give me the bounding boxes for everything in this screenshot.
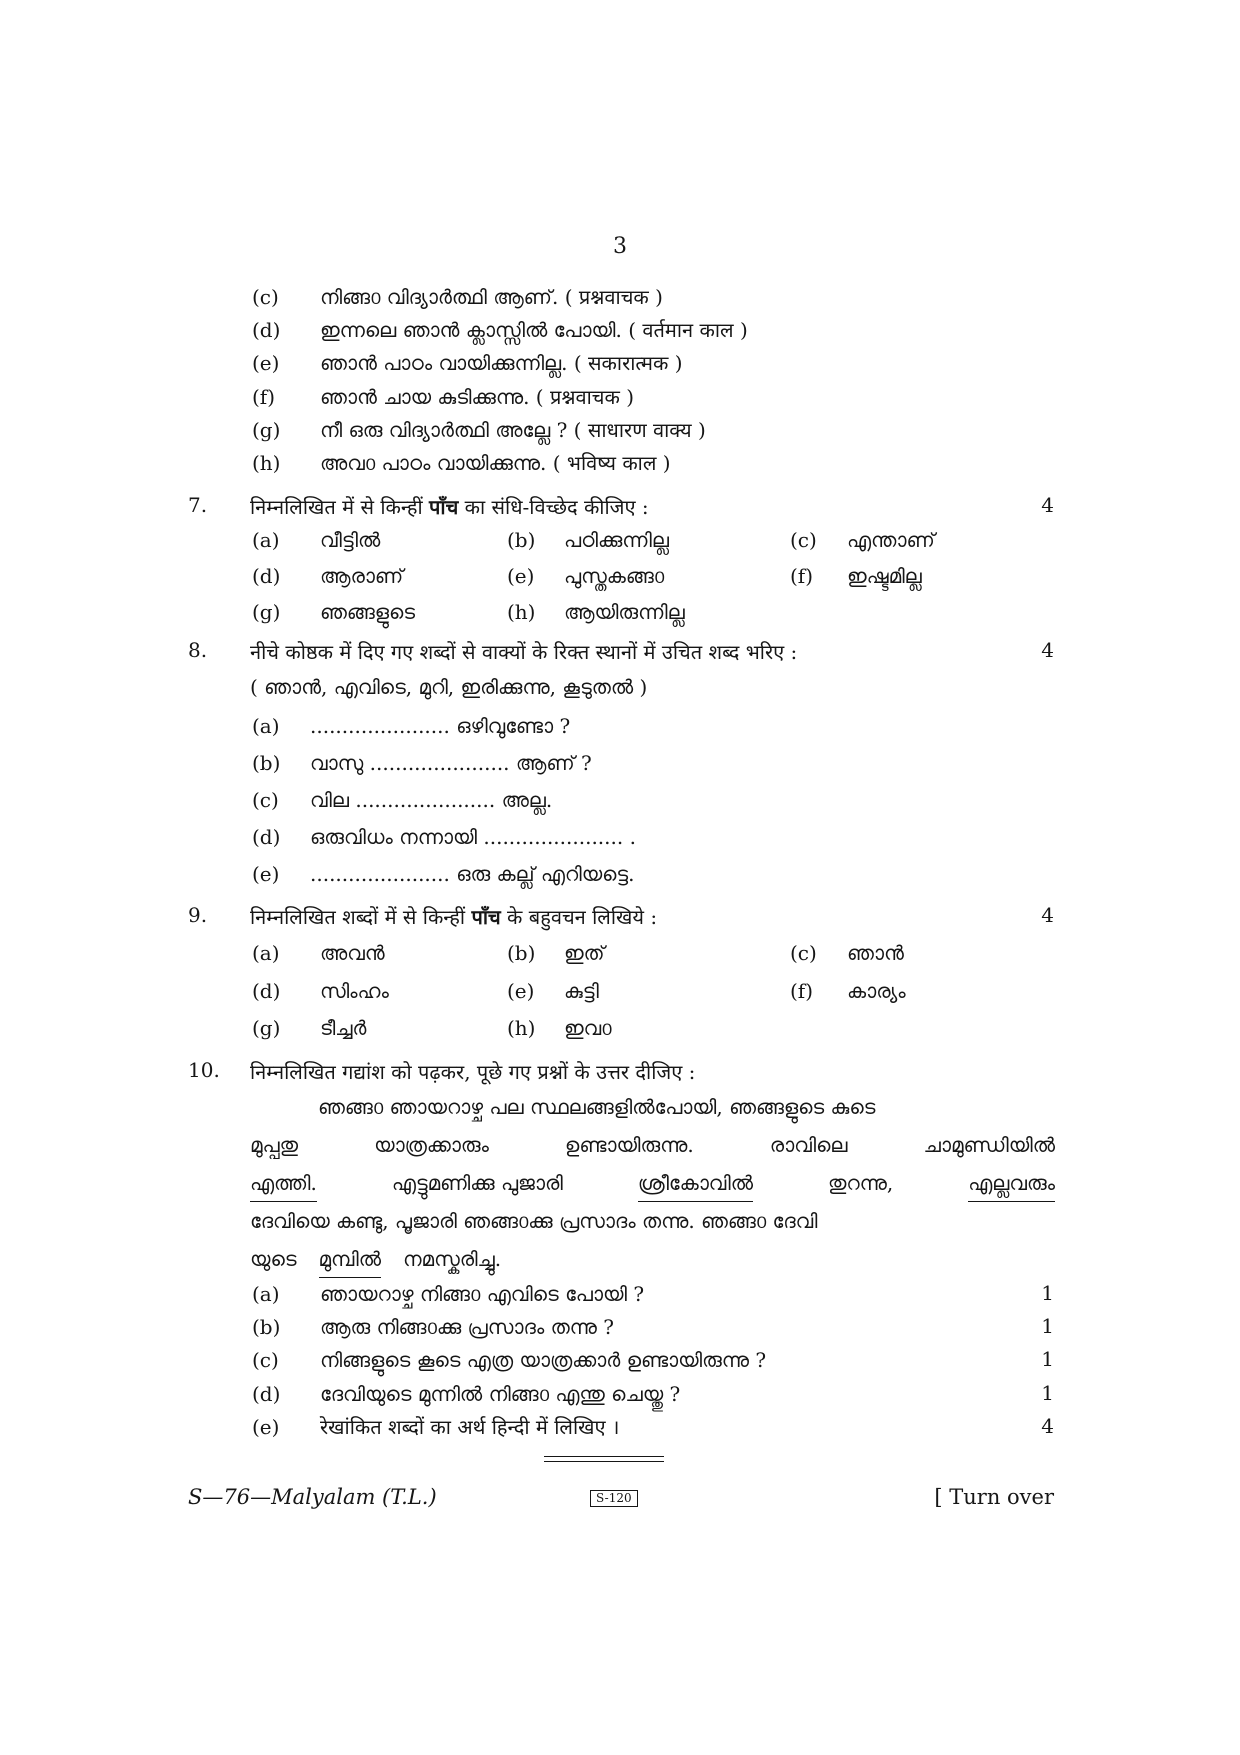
- question-number: 9.: [188, 903, 208, 927]
- question-text: निम्नलिखित शब्दों में से किन्हीं पाँच के बहुवचन लिखिये :: [250, 905, 658, 929]
- question-text: निम्नलिखित में से किन्हीं पाँच का संधि-विच्छेद कीजिए :: [250, 495, 649, 519]
- end-rule: [544, 1461, 664, 1462]
- list-item: (a) അവൻ: [252, 941, 385, 965]
- question-number: 8.: [188, 638, 208, 662]
- list-item: (g) ടീച്ചർ: [252, 1016, 367, 1040]
- word-options: ( ഞാൻ, എവിടെ, മുറി, ഇരിക്കുന്നു, കൂടുതൽ ): [250, 675, 648, 699]
- passage: [250, 1088, 1055, 1278]
- item-marks: 1: [1041, 1281, 1054, 1305]
- underlined-word: ശ്രീകോവിൽ: [638, 1164, 753, 1202]
- list-item: (b) ഇത്: [507, 941, 605, 965]
- list-item: (g) ഞങ്ങളുടെ: [252, 600, 416, 624]
- question-marks: 4: [1041, 638, 1054, 662]
- underlined-word: എല്ലവരും: [968, 1164, 1055, 1202]
- list-item: (f) കാര്യം: [790, 979, 906, 1003]
- list-item: (c) എന്താണ്: [790, 528, 935, 552]
- underlined-word: എത്തി.: [250, 1164, 317, 1202]
- list-item: (e) പുസ്തകങ്ങ൦: [507, 564, 665, 588]
- question-marks: 4: [1041, 903, 1054, 927]
- list-item: (a) വീട്ടിൽ: [252, 528, 381, 552]
- footer-paper-code: S—76—Malyalam (T.L.): [188, 1485, 437, 1509]
- passage-line: മുപ്പതു യാത്രക്കാരും ഉണ്ടായിരുന്നു. രാവിലെ ചാമുണ്ഡിയിൽ: [250, 1133, 1055, 1157]
- footer-turn-over: [ Turn over: [934, 1485, 1054, 1509]
- passage-line: ഞങ്ങ൦ ഞായറാഴ്ച പല സ്ഥലങ്ങളിൽപോയി, ഞങ്ങളുടെ കുടെ: [318, 1095, 876, 1119]
- item-marks: 1: [1041, 1347, 1054, 1371]
- item-marks: 1: [1041, 1314, 1054, 1338]
- question-marks: 4: [1041, 493, 1054, 517]
- question-number: 10.: [188, 1058, 220, 1082]
- question-number: 7.: [188, 493, 208, 517]
- list-item: (d) സിംഹം: [252, 979, 389, 1003]
- passage-line: എത്തി. എട്ടുമണിക്കു പുജാരി ശ്രീകോവിൽ തുറന്നു, എല്ലവരും: [250, 1164, 1055, 1202]
- list-item: (b) പഠിക്കുന്നില്ല: [507, 528, 669, 552]
- question-text: निम्नलिखित गद्यांश को पढ़कर, पूछे गए प्रश्नों के उत्तर दीजिए :: [250, 1060, 696, 1084]
- end-rule: [544, 1456, 664, 1457]
- page-number: 3: [613, 234, 627, 259]
- question-text: नीचे कोष्ठक में दिए गए शब्दों से वाक्यों के रिक्त स्थानों में उचित शब्द भरिए :: [250, 640, 798, 664]
- footer-series-code: S-120: [590, 1490, 638, 1507]
- list-item: (d) ആരാണ്: [252, 564, 404, 588]
- exam-page: 3 (c) നിങ്ങ൦ വിദ്യാർത്ഥി ആണ്. ( प्रश्नवाचक ) (d) ഇന്നലെ ഞാൻ ക്ലാസ്സിൽ പോയി. ( वर्तमान काल ) (e) ഞാൻ പാഠം വായിക്കുന്നില്ല. ( सकारात्मक ) (f) ഞാൻ ചായ കുടിക്കുന്നു. ( प्रश्नवाचक ) (g) നീ ഒരു വിദ്യാർത്ഥി അല്ലേ ? ( साधारण वाक्य ) (h) അവ൦ പാഠം വായിക്കുന്നു. ( भविष्य काल ) 7. निम्नलिखित में से किन्हीं पाँच का संधि-विच्छेद कीजिए : 4 (a) വീട്ടിൽ (b) പഠിക്കുന്നില്ല (c) എന്താണ് (d) ആരാണ് (e) പുസ്തകങ്ങ൦ (f) ഇഷ്ടമില്ല (g) ഞങ്ങളുടെ (h) ആയിരുന്നില്ല 8. नीचे कोष्ठक में दिए गए शब्दों से वाक्यों के रिक्त स्थानों में उचित शब्द भरिए : 4 ( ഞാൻ, എവിടെ, മുറി, ഇരിക്കുന്നു, കൂടുതൽ ) (a) ...................... ഒഴിവുണ്ടോ ? (b) വാസു ...................... ആണ് ? (c) വില ...................... അല്ല. (d) ഒരുവിധം നന്നായി ...................... . (e) ...................... ഒരു കല്ല് എറിയട്ടെ. 9. निम्नलिखित शब्दों में से किन्हीं पाँच के बहुवचन लिखिये : 4 (a) അവൻ (b) ഇത് (c) ഞാൻ (d) സിംഹം (e) കുട്ടി (f) കാര്യം (g) ടീച്ചർ (h) ഇവ൦ 10. निम्नलिखित गद्यांश को पढ़कर, पूछे गए प्रश्नों के उत्तर दीजिए : ഞങ്ങ൦ ഞായറാഴ്ച പല സ്ഥലങ്ങളിൽപോയി, ഞങ്ങളുടെ കുടെ മുപ്പതു യാത്രക്കാരും ഉണ്ടായിരുന്നു. രാവിലെ ചാമുണ്ഡിയിൽ എത്തി. എട്ടുമണിക്കു പുജാരി ശ്രീകോവിൽ തുറന്നു, എല്ലവരും ദേവിയെ കണ്ടു, പൂജാരി ഞങ്ങ൦ക്കു പ്രസാദം തന്നു. ഞങ്ങ൦ ദേവി യുടെ മുമ്പിൽ നമസ്കരിച്ചു. (a) ഞായറാഴ്ച നിങ്ങ൦ എവിടെ പോയി ? 1 (b) ആരു നിങ്ങ൦ക്കു പ്രസാദം തന്നു ? 1 (c) നിങ്ങളുടെ കൂടെ എത്ര യാത്രക്കാർ ഉണ്ടായിരുന്നു ? 1 (d) ദേവിയുടെ മുന്നിൽ നിങ്ങ൦ എന്തു ചെയ്തു ? 1 (e) रेखांकित शब्दों का अर्थ हिन्दी में लिखिए । 4 S—76—Malyalam (T.L.) S-120 [ Turn over: [0, 0, 1240, 1755]
- list-item: (h) ആയിരുന്നില്ല: [507, 600, 685, 624]
- passage-line: ദേവിയെ കണ്ടു, പൂജാരി ഞങ്ങ൦ക്കു പ്രസാദം തന്നു. ഞങ്ങ൦ ദേവി: [250, 1209, 818, 1233]
- list-item: (f) ഇഷ്ടമില്ല: [790, 564, 922, 588]
- underlined-word: മുമ്പിൽ: [319, 1240, 382, 1278]
- item-marks: 4: [1041, 1414, 1054, 1438]
- passage-line: യുടെ മുമ്പിൽ നമസ്കരിച്ചു.: [250, 1240, 1055, 1278]
- list-item: (e) കുട്ടി: [507, 979, 599, 1003]
- list-item: (h) ഇവ൦: [507, 1016, 612, 1040]
- item-marks: 1: [1041, 1381, 1054, 1405]
- list-item: (c) ഞാൻ: [790, 941, 904, 965]
